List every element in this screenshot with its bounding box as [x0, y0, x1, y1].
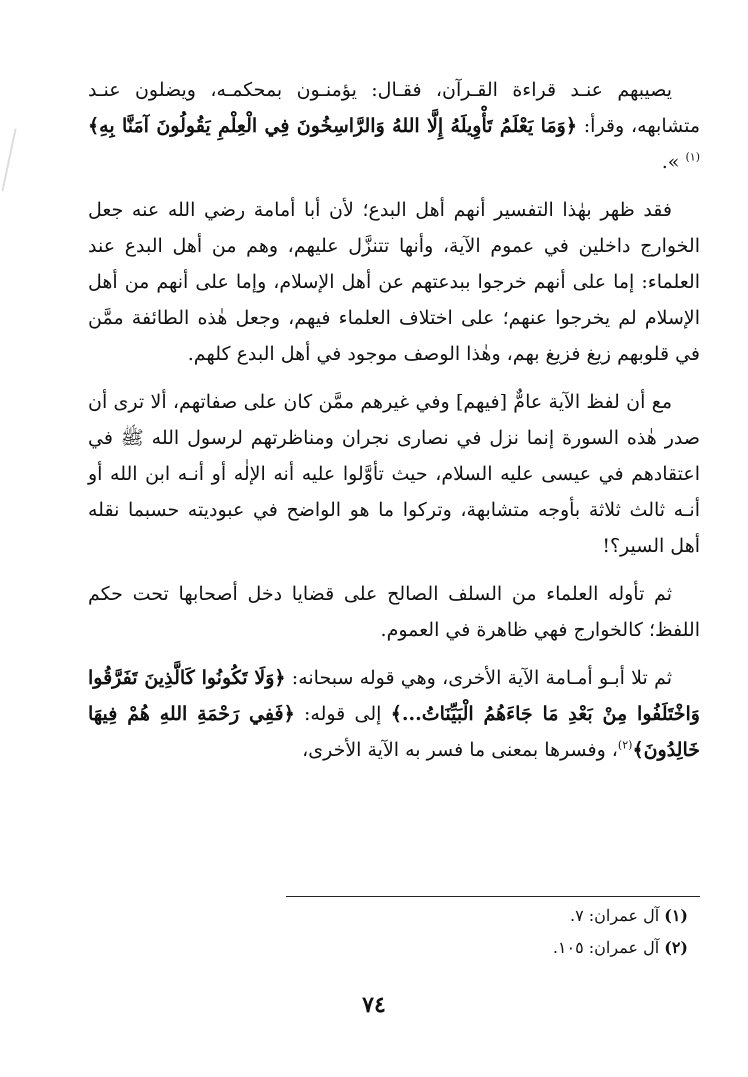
footnote-number: (١): [664, 906, 688, 925]
text-segment: فقد ظهر بهٰذا التفسير أنهم أهل البدع؛ لأن أبا أمامة رضي الله عنه جعل الخوارج داخلين في عموم الآية، وأنها تتنزَّل عليهم، وهم من أهل البدع عند العلماء: إما على أنهم خرجوا ببدعتهم عن أهل الإسلام، وإما على أنهم من أهل الإسلام لم يخرجوا عنهم؛ على اختلاف العلماء فيهم، وجعل هٰذه الطائفة ممَّن في قلوبهم زيغ فزيغ بهم، وهٰذا الوصف موجود في أهل البدع كلهم.: [88, 199, 700, 365]
paragraph: [88, 660, 700, 768]
footnote-number: (٢): [664, 938, 688, 957]
paragraph: [88, 192, 700, 372]
paragraph: [88, 576, 700, 648]
quran-verse: ﴿وَمَا يَعْلَمُ تَأْوِيلَهُ إِلَّا اللهُ وَالرَّاسِخُونَ فِي الْعِلْمِ يَقُولُونَ آمَنَّا بِهِ﴾: [88, 115, 577, 137]
text-segment: ».: [661, 151, 686, 173]
footnote-text: آل عمران: ٧.: [570, 906, 660, 925]
footnote-marker: (٢): [617, 738, 633, 752]
footnote-text: آل عمران: ١٠٥.: [552, 938, 660, 957]
text-segment: مع أن لفظ الآية عامٌّ [فيهم] وفي غيرهم ممَّن كان على صفاتهم، ألا ترى أن صدر هٰذه السورة إنما نزل في نصارى نجران ومناظرتهم لرسول الله ﷺ في اعتقادهم في عيسى عليه السلام، حيث تأوَّلوا عليه أنه الإلٰه أو أنـه ابن الله أو أنـه ثالث ثلاثة بأوجه متشابهة، وتركوا ما هو الواضح في عبوديته حسبما نقله أهل السير؟!: [88, 391, 700, 557]
text-segment: إلى قوله:: [294, 703, 391, 725]
text-segment: ثم تأوله العلماء من السلف الصالح على قضايا دخل أصحابها تحت حكم اللفظ؛ كالخوارج فهي ظاهرة في العموم.: [88, 583, 700, 641]
footnotes: [88, 900, 688, 964]
text-segment: ثم تلا أبـو أمـامة الآية الأخرى، وهي قوله سبحانه:: [285, 667, 673, 689]
footnote-2: [88, 932, 688, 964]
page-number: ٧٤: [362, 992, 386, 1018]
paragraph: [88, 384, 700, 564]
footnote-1: [88, 900, 688, 932]
quran-verse: ﴿وَلَا تَكُونُوا كَالَّذِينَ تَفَرَّقُوا وَاخْتَلَفُوا مِنْ بَعْدِ مَا جَاءَهُمُ الْبَيِّنَاتُ...﴾: [88, 667, 700, 725]
footnote-separator: [286, 896, 700, 897]
paragraph: [88, 72, 700, 180]
footnote-marker: (١): [685, 150, 700, 164]
body-text: [88, 72, 700, 780]
text-segment: ، وفسرها بمعنى ما فسر به الآية الأخرى،: [302, 739, 618, 761]
text-segment: يصيبهم عنـد قراءة القـرآن، فقـال: يؤمنـون بمحكمـه، ويضلون عنـد متشابهه، وقرأ:: [88, 79, 700, 137]
quran-verse: ﴿فَفِي رَحْمَةِ اللهِ هُمْ فِيهَا خَالِدُونَ﴾: [88, 703, 700, 761]
scan-edge-mark: [1, 128, 16, 191]
